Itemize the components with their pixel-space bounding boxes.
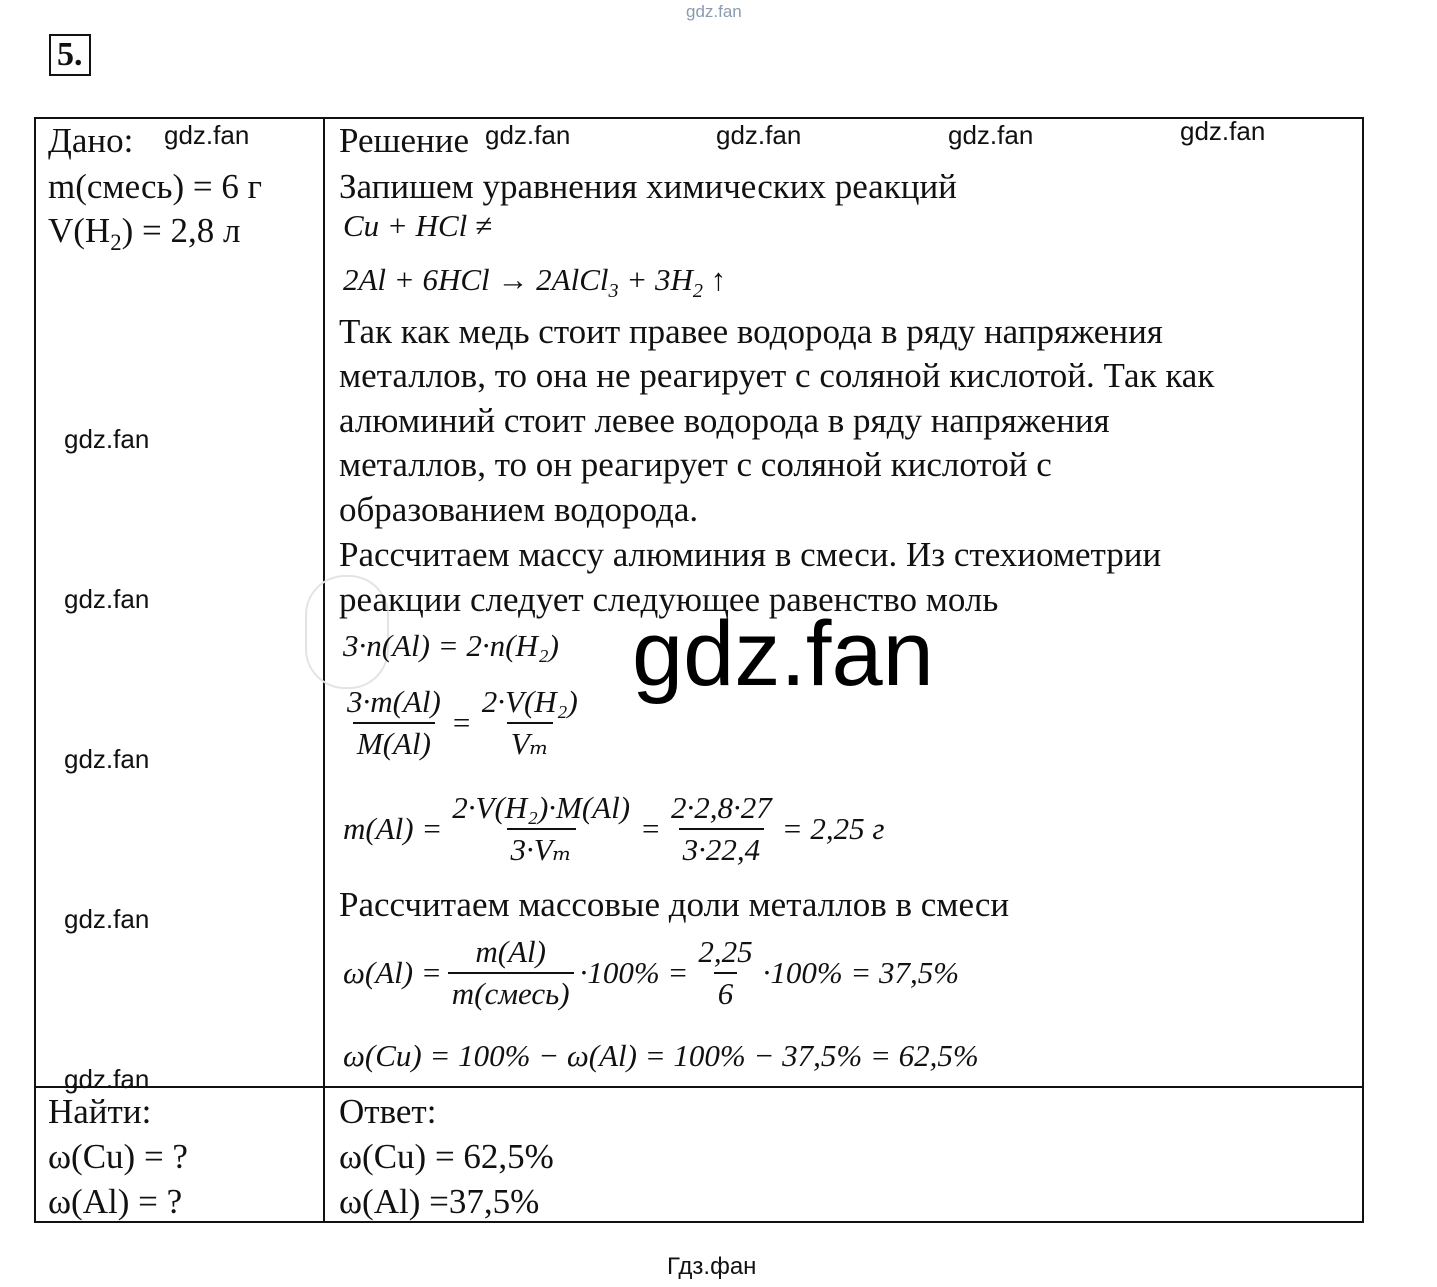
formula-fraction-cu: ω(Cu) = 100% − ω(Al) = 100% − 37,5% = 62,5% [343, 1038, 979, 1073]
para1-line3: алюминий стоит левее водорода в ряду напряжения [339, 401, 1110, 440]
watermark: gdz.fan [64, 584, 150, 614]
find-al: ω(Al) = ? [48, 1182, 183, 1221]
para1-line2: металлов, то она не реагирует с соляной кислотой. Так как [339, 356, 1215, 395]
find-cu: ω(Cu) = ? [48, 1137, 188, 1176]
task-number: 5. [49, 34, 91, 76]
given-mass: m(смесь) = 6 г [48, 167, 262, 206]
answer-cu: ω(Cu) = 62,5% [339, 1137, 554, 1176]
watermark: gdz.fan [64, 744, 150, 774]
formula-mass-volume-ratio: $\frac{3\cdot m(Al)}{M(Al)}$ = $\frac{\text{2·V(H₂)}}{\text{Vₘ}}$ [343, 682, 582, 764]
watermark: gdz.fan [64, 424, 150, 454]
find-title: Найти: [48, 1092, 152, 1131]
para1-line4: металлов, то он реагирует с соляной кислотой с [339, 445, 1052, 484]
solution-title: Решение [339, 121, 470, 160]
footer-watermark: Гдз.фан [667, 1253, 757, 1280]
formula-fraction-al: ω(Al) = $\frac{m(Al)}{\text{m(смесь)}}$ ·100% = $\frac{2,25}{6}$ ·100% = 37,5% [343, 932, 959, 1014]
watermark: gdz.fan [948, 120, 1034, 150]
para1-line1: Так как медь стоит правее водорода в ряду напряжения [339, 312, 1163, 351]
watermark: gdz.fan [1180, 116, 1266, 146]
given-title: Дано: [48, 121, 134, 160]
formula-mass-al: m(Al) = $\frac{\text{2·V(H₂)·M(Al)}}{\text{3·Vₘ}}$ = $\frac{2\cdot 2,8\cdot 27}{3\cdot 22,4}$ = 2,25 г [343, 788, 884, 870]
para2-line2: реакции следует следующее равенство моль [339, 580, 999, 619]
watermark-large: gdz.fan [632, 603, 934, 705]
equation-cu: Cu + HCl ≠ [343, 208, 493, 243]
watermark: gdz.fan [64, 1064, 150, 1094]
top-watermark: gdz.fan [686, 2, 742, 21]
watermark: gdz.fan [485, 120, 571, 150]
para1-line5: образованием водорода. [339, 490, 699, 529]
given-volume: $V(H_2) = 2,8$ л [48, 211, 241, 255]
para2-line1: Рассчитаем массу алюминия в смеси. Из стехиометрии [339, 535, 1162, 574]
watermark: gdz.fan [64, 904, 150, 934]
para3: Рассчитаем массовые доли металлов в смеси [339, 885, 1010, 924]
formula-mole-ratio: 3·n(Al) = 2·n(H₂) [343, 628, 559, 663]
answer-title: Ответ: [339, 1092, 437, 1131]
answer-al: ω(Al) =37,5% [339, 1182, 540, 1221]
watermark: gdz.fan [164, 120, 250, 150]
equation-al: 2Al + 6HCl → 2AlCl$_3$ + $3H_2$ ↑ [343, 262, 727, 303]
table-row-divider [34, 1086, 1364, 1088]
solution-intro: Запишем уравнения химических реакций [339, 167, 957, 206]
watermark: gdz.fan [716, 120, 802, 150]
